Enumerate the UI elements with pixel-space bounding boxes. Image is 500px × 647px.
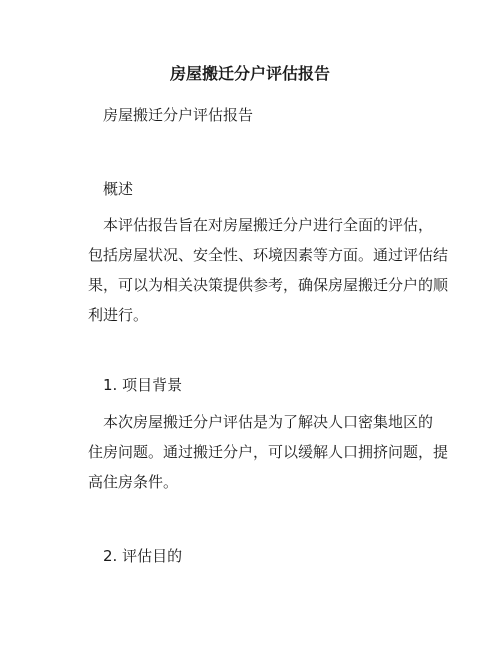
overview-line-2: 包括房屋状况、安全性、环境因素等方面。通过评估结: [88, 246, 449, 264]
overview-heading: 概述: [103, 180, 134, 198]
section1-line-2: 住房问题。通过搬迁分户，可以缓解人口拥挤问题，提: [88, 443, 449, 461]
overview-line-1: 本评估报告旨在对房屋搬迁分户进行全面的评估，: [103, 216, 434, 234]
overview-paragraph: [88, 210, 449, 330]
section1-heading: 1. 项目背景: [103, 376, 183, 394]
overview-line-3: 果，可以为相关决策提供参考，确保房屋搬迁分户的顺: [88, 276, 449, 294]
section1-line-3: 高住房条件。: [88, 473, 179, 491]
document-subtitle: 房屋搬迁分户评估报告: [103, 106, 254, 124]
section2-heading: 2. 评估目的: [103, 547, 183, 565]
section1-line-1: 本次房屋搬迁分户评估是为了解决人口密集地区的: [103, 413, 434, 431]
document-title: 房屋搬迁分户评估报告: [169, 64, 330, 83]
section1-paragraph: [88, 407, 449, 497]
overview-line-4: 利进行。: [88, 306, 149, 324]
